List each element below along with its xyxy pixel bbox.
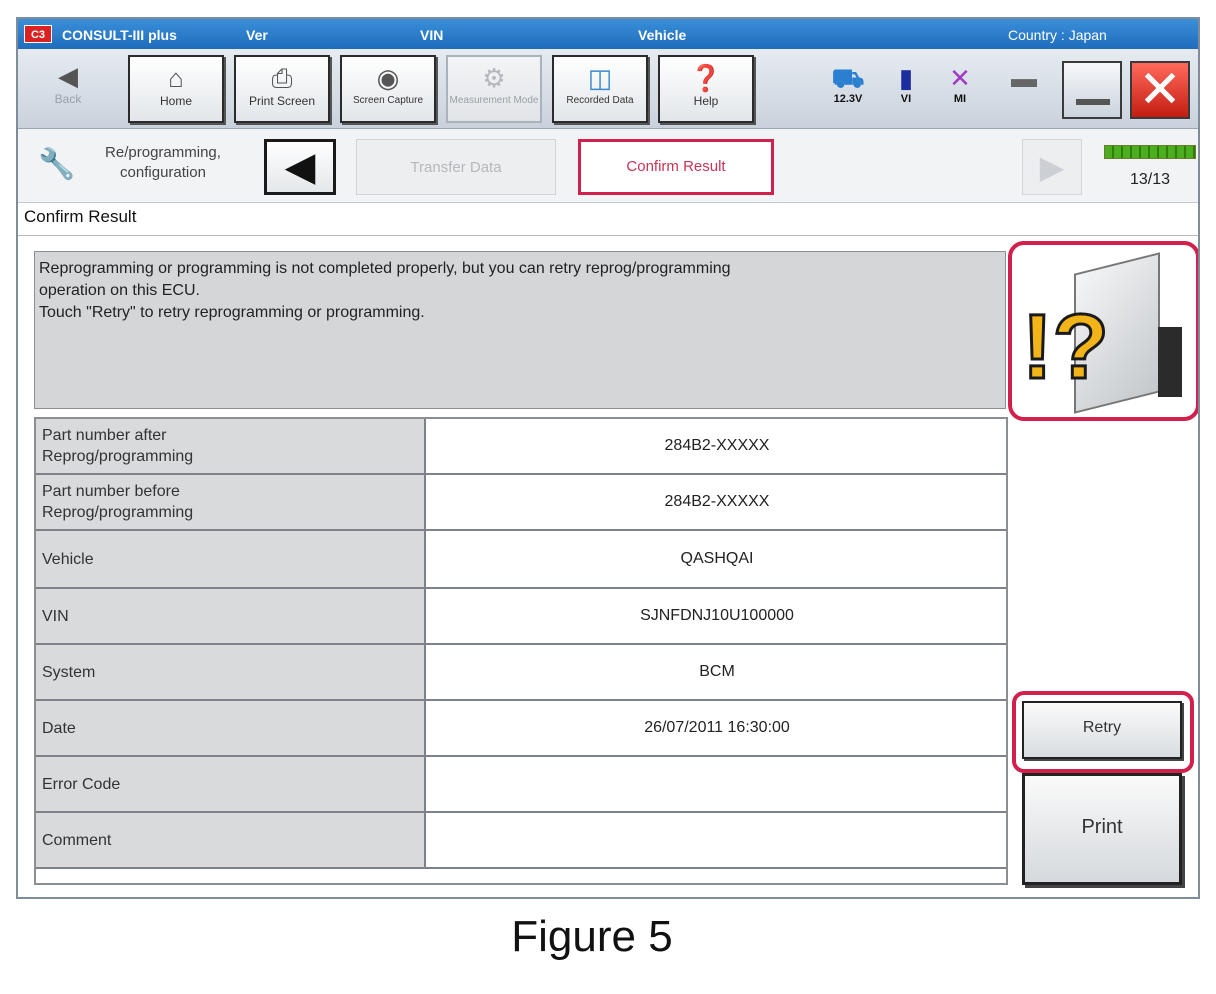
back-arrow-icon: ◀ <box>58 61 78 91</box>
right-triangle-icon: ▶ <box>1039 149 1065 185</box>
table-row <box>36 531 1006 589</box>
row-label-line2: Reprog/programming <box>42 504 194 521</box>
recorded-data-button[interactable] <box>552 55 648 123</box>
row-label-text <box>42 774 120 795</box>
row-label <box>36 813 426 867</box>
home-button[interactable] <box>128 55 224 123</box>
next-step-button[interactable] <box>1022 139 1082 195</box>
table-row <box>36 589 1006 645</box>
row-label-text <box>42 606 69 627</box>
table-row <box>36 757 1006 813</box>
row-value: SJNFDNJ10U100000 <box>640 607 794 624</box>
measurement-mode-button[interactable] <box>446 55 542 123</box>
ecu-warning-panel <box>1008 241 1200 421</box>
step-progress-bar <box>1104 145 1196 159</box>
help-icon: ❓ <box>689 63 723 93</box>
row-label-line1: Part number after <box>42 427 167 444</box>
left-triangle-icon: ◀ <box>284 145 316 189</box>
previous-step-button[interactable] <box>264 139 336 195</box>
row-label-text <box>42 662 95 683</box>
row-label-line1: Vehicle <box>42 550 94 568</box>
recorded-data-label: Recorded Data <box>566 95 634 106</box>
navigation-row <box>18 129 1198 203</box>
app-name: CONSULT-III plus <box>62 27 177 43</box>
message-line-2: operation on this ECU. <box>39 282 200 299</box>
row-label-line1: Error Code <box>42 775 121 793</box>
recorded-data-icon: ◫ <box>587 63 613 93</box>
row-label <box>36 475 426 529</box>
section-divider <box>18 235 1198 236</box>
row-value <box>428 813 1006 867</box>
step-progress-text: 13/13 <box>1129 171 1171 188</box>
row-value: 284B2-XXXXX <box>664 493 770 510</box>
row-label <box>36 757 426 811</box>
function-label-line2: configuration <box>120 164 206 181</box>
title-bar <box>18 19 1198 49</box>
car-icon: ⛟ <box>831 63 865 93</box>
measurement-icon: ⚙ <box>482 63 506 93</box>
back-label: Back <box>54 92 82 106</box>
row-label-text <box>42 425 193 467</box>
row-label-line1: Part number before <box>42 483 180 500</box>
row-value: 26/07/2011 16:30:00 <box>644 719 790 736</box>
table-row <box>36 645 1006 701</box>
message-line-3: Touch "Retry" to retry reprogramming or programming. <box>39 304 425 321</box>
row-label <box>36 589 426 643</box>
connector-icon: ▬ <box>1011 63 1037 93</box>
print-screen-button[interactable] <box>234 55 330 123</box>
mi-label: MI <box>953 93 967 105</box>
ecu-connector-shape <box>1158 327 1182 397</box>
minimize-icon <box>1076 99 1110 105</box>
battery-voltage: 12.3V <box>833 93 863 105</box>
row-label-text <box>42 481 193 523</box>
vi-icon: ▮ <box>898 63 914 93</box>
row-label <box>36 645 426 699</box>
row-label-text <box>42 830 111 851</box>
print-screen-label: Print Screen <box>248 94 316 108</box>
minimize-button[interactable] <box>1062 61 1122 119</box>
toolbar <box>18 49 1198 129</box>
function-label <box>98 143 228 183</box>
row-label-line1: VIN <box>42 607 69 625</box>
row-label-line1: Date <box>42 719 76 737</box>
exclamation-question-icon: !? <box>1022 296 1109 398</box>
back-button[interactable] <box>26 55 110 123</box>
close-button[interactable] <box>1130 61 1190 119</box>
row-label-line2: Reprog/programming <box>42 448 194 465</box>
app-logo: C3 <box>24 25 52 43</box>
help-button[interactable] <box>658 55 754 123</box>
row-value <box>428 757 1006 811</box>
screen-capture-label: Screen Capture <box>352 95 424 106</box>
vi-label: VI <box>900 93 912 105</box>
home-label: Home <box>159 94 192 108</box>
message-line-1: Reprogramming or programming is not completed properly, but you can retry reprog/programming <box>39 260 731 277</box>
table-row <box>36 419 1006 475</box>
table-row <box>36 813 1006 869</box>
screen-capture-button[interactable] <box>340 55 436 123</box>
retry-button[interactable]: Retry <box>1022 701 1182 759</box>
result-table <box>34 417 1008 885</box>
row-label-line1: Comment <box>42 831 112 849</box>
row-label <box>36 419 426 473</box>
mi-x-icon: ✕ <box>949 63 971 93</box>
step-transfer-data: Transfer Data <box>356 139 556 195</box>
row-label <box>36 531 426 587</box>
table-row <box>36 701 1006 757</box>
figure-caption: Figure 5 <box>511 912 673 961</box>
printer-icon: ⎙ <box>271 63 293 93</box>
battery-status <box>820 63 876 105</box>
help-label: Help <box>693 94 719 108</box>
row-label-line1: System <box>42 663 96 681</box>
message-box <box>34 251 1006 409</box>
mi-status <box>940 63 980 105</box>
home-icon: ⌂ <box>168 63 184 93</box>
print-button[interactable]: Print <box>1022 773 1182 885</box>
connector-status <box>998 63 1050 93</box>
row-value: 284B2-XXXXX <box>664 437 770 454</box>
step-confirm-result: Confirm Result <box>578 139 774 195</box>
vehicle-label: Vehicle <box>638 27 687 43</box>
country-label: Country : Japan <box>1008 27 1107 43</box>
section-title: Confirm Result <box>24 207 137 226</box>
version-label: Ver <box>246 27 268 43</box>
row-label-text <box>42 718 76 739</box>
function-label-line1: Re/programming, <box>105 144 221 161</box>
vi-status <box>884 63 928 105</box>
reprogramming-icon: 🔧 <box>38 148 76 181</box>
table-row <box>36 475 1006 531</box>
vin-label: VIN <box>420 27 444 43</box>
measurement-mode-label: Measurement Mode <box>449 95 539 106</box>
row-label-text <box>42 549 94 570</box>
row-value: BCM <box>699 663 735 680</box>
row-value: QASHQAI <box>680 550 754 567</box>
close-icon: ✕ <box>1138 61 1182 119</box>
camera-icon: ◉ <box>376 63 400 93</box>
consult-window <box>16 17 1200 899</box>
row-label <box>36 701 426 755</box>
step-progress-fill <box>1105 146 1195 158</box>
